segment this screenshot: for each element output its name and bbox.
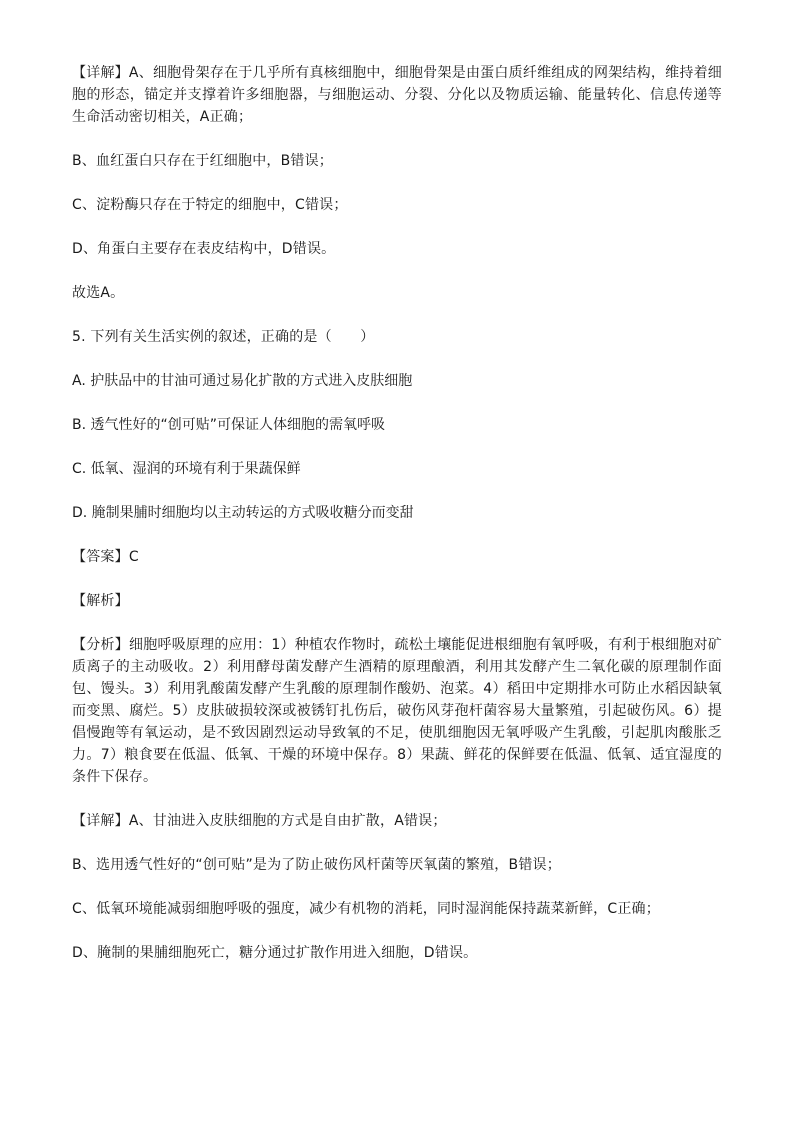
detail-paragraph-d: D、角蛋白主要存在表皮结构中，D错误。 — [72, 241, 336, 257]
detail2-text: A、甘油进入皮肤细胞的方式是自由扩散，A错误； — [128, 813, 447, 829]
document-body — [72, 62, 722, 986]
detail2-paragraph-b: B、选用透气性好的“创可贴”是为了防止破伤风杆菌等厌氧菌的繁殖，B错误； — [72, 857, 561, 873]
answer-value: C — [128, 549, 139, 565]
analysis-paragraph — [72, 634, 722, 788]
option-c: C. 低氧、湿润的环境有利于果蔬保鲜 — [72, 461, 301, 477]
detail-text: A、细胞骨架存在于几乎所有真核细胞中，细胞骨架是由蛋白质纤维组成的网架结构，维持着细胞的形态，锚定并支撑着许多细胞器，与细胞运动、分裂、分化以及物质运输、能量转化、信息传递等生命活动密切相关，A正确； — [72, 65, 722, 125]
detail2-tag: 【详解】 — [72, 813, 129, 829]
option-a: A. 护肤品中的甘油可通过易化扩散的方式进入皮肤细胞 — [72, 373, 413, 389]
detail-paragraph-c: C、淀粉酶只存在于特定的细胞中，C错误； — [72, 197, 348, 213]
detail2-paragraph-c: C、低氧环境能减弱细胞呼吸的强度，减少有机物的消耗，同时湿润能保持蔬菜新鲜，C正确； — [72, 901, 660, 917]
question-stem: 5. 下列有关生活实例的叙述，正确的是（ ） — [72, 329, 375, 345]
answer-line — [72, 546, 722, 568]
detail-tag: 【详解】 — [72, 65, 129, 81]
detail-paragraph-a — [72, 62, 722, 128]
detail-paragraph-b: B、血红蛋白只存在于红细胞中，B错误； — [72, 153, 334, 169]
option-d: D. 腌制果脯时细胞均以主动转运的方式吸收糖分而变甜 — [72, 505, 414, 521]
conclusion: 故选A。 — [72, 285, 125, 301]
analysis-heading: 【解析】 — [72, 593, 129, 609]
answer-tag: 【答案】 — [72, 549, 129, 565]
analysis-tag: 【分析】 — [72, 637, 129, 653]
detail2-paragraph-a — [72, 810, 722, 832]
option-b: B. 透气性好的“创可贴”可保证人体细胞的需氧呼吸 — [72, 417, 386, 433]
detail2-paragraph-d: D、腌制的果脯细胞死亡，糖分通过扩散作用进入细胞，D错误。 — [72, 945, 478, 961]
analysis-text: 细胞呼吸原理的应用：1）种植农作物时，疏松土壤能促进根细胞有氧呼吸，有利于根细胞对矿质离子的主动吸收。2）利用酵母菌发酵产生酒精的原理酿酒，利用其发酵产生二氧化碳的原理制作面包、馒头。3）利用乳酸菌发酵产生乳酸的原理制作酸奶、泡菜。4）稻田中定期排水可防止水稻因缺氧而变黑、腐烂。5）皮肤破损较深或被锈钉扎伤后，破伤风芽孢杆菌容易大量繁殖，引起破伤风。6）提倡慢跑等有氧运动，是不致因剧烈运动导致氧的不足，使肌细胞因无氧呼吸产生乳酸，引起肌肉酸胀乏力。7）粮食要在低温、低氧、干燥的环境中保存。8）果蔬、鲜花的保鲜要在低温、低氧、适宜湿度的条件下保存。 — [72, 637, 722, 785]
